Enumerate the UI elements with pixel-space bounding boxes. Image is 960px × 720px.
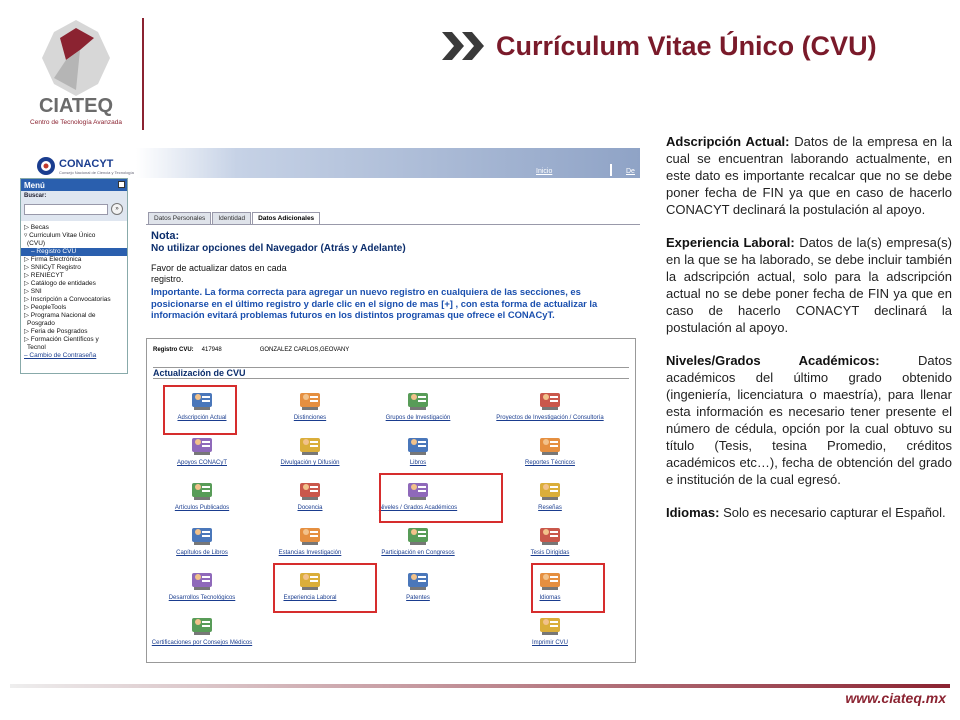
menu-item-firma[interactable]: ▷ Firma Electrónica <box>24 256 82 263</box>
menu-item-inscripcion[interactable]: ▷ Inscripción a Convocatorias <box>24 296 111 303</box>
cvu-item[interactable] <box>363 387 473 427</box>
desc-experiencia: Experiencia Laboral: Datos de la(s) empresa(s) en la que se ha laborado, se debe incluir también la adscripción actual, solo para la adscripción actual no se debe poner fecha de FIN ya que en caso de hacerlo CONACYT declinará la postulación al apoyo. <box>666 235 952 335</box>
cvu-item[interactable] <box>147 522 257 562</box>
registro-label: Registro CVU: <box>153 347 194 353</box>
cvu-item-icon <box>537 432 563 458</box>
cvu-item-label[interactable]: Idiomas <box>539 595 561 601</box>
cvu-item[interactable] <box>147 612 257 652</box>
cvu-item-icon <box>537 387 563 413</box>
cvu-item-icon <box>297 522 323 548</box>
cvu-item[interactable] <box>363 567 473 607</box>
highlight-niveles <box>379 473 503 523</box>
nota-title: Nota: <box>151 230 180 242</box>
cvu-item-label[interactable]: Estancias Investigación <box>278 550 342 556</box>
menu-item-formacion-cont[interactable]: Tecnol <box>27 344 46 351</box>
tab-datos-personales[interactable]: Datos Personales <box>148 212 211 224</box>
cvu-item-label[interactable]: Imprimir CVU <box>532 640 568 646</box>
cvu-item-icon <box>405 387 431 413</box>
cvu-item-label[interactable]: Proyectos de Investigación / Consultoría <box>496 415 604 421</box>
conacyt-subtitle: Consejo Nacional de Ciencia y Tecnología <box>59 169 134 175</box>
menu-item-becas[interactable]: ▷ Becas <box>24 224 49 231</box>
cvu-item-icon <box>189 612 215 638</box>
cvu-item[interactable] <box>255 432 365 472</box>
de-link[interactable]: De <box>626 168 635 175</box>
cvu-item-label[interactable]: Apoyos CONACyT <box>176 460 227 466</box>
menu-item-cvu[interactable]: ▿ Curriculum Vitae Único <box>24 232 96 239</box>
menu-search <box>21 191 127 221</box>
collapse-icon[interactable] <box>118 181 125 188</box>
cvu-item-label[interactable]: Divulgación y Difusión <box>280 460 340 466</box>
registro-name: GONZALEZ CARLOS,GEOVANY <box>259 347 350 353</box>
cvu-item-icon <box>405 567 431 593</box>
menu-item-cvu-cont[interactable]: (CVU) <box>27 240 46 247</box>
menu-item-peopletools[interactable]: ▷ PeopleTools <box>24 304 67 311</box>
cvu-item-label[interactable]: Participación en Congresos <box>381 550 455 556</box>
cvu-item[interactable] <box>495 387 605 427</box>
cvu-item-label[interactable]: Reportes Técnicos <box>525 460 575 466</box>
cvu-item-icon <box>405 522 431 548</box>
menu-item-programa-cont[interactable]: Posgrado <box>27 320 55 327</box>
tab-identidad[interactable]: Identidad <box>212 212 251 224</box>
registro-row <box>153 347 349 353</box>
cvu-item[interactable] <box>495 477 605 517</box>
cvu-item[interactable] <box>495 432 605 472</box>
cvu-item-label[interactable]: Artículos Publicados <box>174 505 230 511</box>
chevrons-icon <box>438 28 490 64</box>
highlight-experiencia <box>273 563 377 613</box>
cvu-item-icon <box>189 477 215 503</box>
menu-header: Menú <box>21 179 127 191</box>
registro-number: 417948 <box>201 347 222 353</box>
cvu-item-label[interactable]: Grupos de Investigación <box>385 415 451 421</box>
cvu-item[interactable] <box>147 432 257 472</box>
inicio-link[interactable]: Inicio <box>536 168 553 175</box>
cvu-item-label[interactable]: Libros <box>409 460 427 466</box>
menu-item-formacion[interactable]: ▷ Formación Científicos y <box>24 336 99 343</box>
cvu-item-label[interactable]: Docencia <box>297 505 323 511</box>
cvu-item-label[interactable]: Tesis Dirigidas <box>530 550 570 556</box>
ciateq-logo <box>14 20 139 130</box>
importante-text: Importante. La forma correcta para agregar un nuevo registro en cualquiera de las secciones, es posicionarse en el último registro y darle clic en el signo de mas [+] , con esta forma de actualizar la información evitará problemas futuros en los distintos programas que ofrece el CONACyT. <box>151 286 598 320</box>
highlight-idiomas <box>531 563 605 613</box>
cvu-item[interactable] <box>255 387 365 427</box>
cvu-item-icon <box>297 477 323 503</box>
search-go-button[interactable]: » <box>111 203 123 215</box>
cvu-item-icon <box>189 567 215 593</box>
conacyt-logo <box>36 152 134 180</box>
cvu-item-icon <box>537 522 563 548</box>
header-divider <box>142 18 144 130</box>
cvu-item[interactable] <box>495 612 605 652</box>
brand-subtitle: Centro de Tecnología Avanzada <box>30 119 122 126</box>
cvu-item-label[interactable]: Desarrollos Tecnológicos <box>168 595 236 601</box>
menu-item-cambio[interactable]: – Cambio de Contraseña <box>24 352 97 359</box>
description-panel <box>666 133 952 537</box>
desc-idiomas: Idiomas: Solo es necesario capturar el Español. <box>666 505 946 520</box>
cvu-item[interactable] <box>363 522 473 562</box>
menu-item-programa[interactable]: ▷ Programa Nacional de <box>24 312 96 319</box>
cvu-item-icon <box>537 612 563 638</box>
cvu-item[interactable] <box>255 522 365 562</box>
cvu-item-icon <box>297 387 323 413</box>
section-title: Actualización de CVU <box>153 367 629 379</box>
page-title: Currículum Vitae Único (CVU) <box>496 30 877 61</box>
menu-item-sniicyt[interactable]: ▷ SNIiCyT Registro <box>24 264 81 271</box>
tab-datos-adicionales[interactable]: Datos Adicionales <box>252 212 320 224</box>
cvu-item-icon <box>537 477 563 503</box>
desc-niveles: Niveles/Grados Académicos: Datos académicos del último grado obtenido (ingeniería, licenciatura o maestría), para llenar esta información es necesario tener presente el número de cédula, opción por la cual obtuvo su título (Tesis, tesina Promedio, créditos académicos etc…), fecha de obtención del grado e institución de la cual egresó. <box>666 353 952 487</box>
search-input[interactable] <box>24 204 108 215</box>
cvu-item-label[interactable]: Niveles / Grados Académicos <box>378 505 458 511</box>
cvu-item-label[interactable]: Adscripción Actual <box>177 415 227 421</box>
cvu-item-icon <box>405 432 431 458</box>
menu-item-registro-cvu[interactable]: – Registro CVU <box>21 248 127 256</box>
menu-item-catalogo[interactable]: ▷ Catálogo de entidades <box>24 280 96 287</box>
page-header <box>438 26 877 66</box>
highlight-adscripcion <box>163 385 237 435</box>
registro-panel <box>146 338 636 663</box>
favor-text: Favor de actualizar datos en cada registro. <box>151 263 287 284</box>
cvu-item-icon <box>297 432 323 458</box>
cvu-item[interactable] <box>363 432 473 472</box>
side-menu <box>20 178 128 374</box>
nota-text: No utilizar opciones del Navegador (Atrás y Adelante) <box>151 243 406 254</box>
cvu-item[interactable] <box>495 522 605 562</box>
menu-item-reniecyt[interactable]: ▷ RENIECYT <box>24 272 64 279</box>
cvu-item-label[interactable]: Reseñas <box>538 505 562 511</box>
search-label: Buscar: <box>24 193 47 199</box>
menu-item-sni[interactable]: ▷ SNI <box>24 288 42 295</box>
top-bar <box>136 148 640 178</box>
cvu-screenshot <box>18 148 640 668</box>
cvu-item[interactable] <box>255 477 365 517</box>
cvu-item-icon <box>189 432 215 458</box>
cvu-item-label[interactable]: Certificaciones por Consejos Médicos <box>151 640 253 646</box>
website[interactable]: www.ciateq.mx <box>845 690 946 706</box>
conacyt-emblem-icon <box>36 156 56 176</box>
conacyt-name: CONACYT <box>59 157 114 170</box>
cvu-item[interactable] <box>147 567 257 607</box>
menu-item-feria[interactable]: ▷ Feria de Posgrados <box>24 328 88 335</box>
footer-line <box>10 684 950 688</box>
tab-bar <box>148 212 321 224</box>
cvu-item-label[interactable]: Experiencia Laboral <box>283 595 337 601</box>
desc-adscripcion: Adscripción Actual: Datos de la empresa en la cual se encuentran laborando actualmente, en este dato es importante recalcar que no se debe poner fecha de FIN ya que en caso de hacerlo CONACYT declinará la postulación al apoyo. <box>666 134 952 217</box>
cvu-item-label[interactable]: Patentes <box>406 595 430 601</box>
brand-name: CIATEQ <box>38 95 114 117</box>
cvu-item[interactable] <box>147 477 257 517</box>
cvu-item-label[interactable]: Capítulos de Libros <box>176 550 228 556</box>
cvu-item-label[interactable]: Distinciones <box>293 415 327 421</box>
cvu-item-icon <box>189 522 215 548</box>
